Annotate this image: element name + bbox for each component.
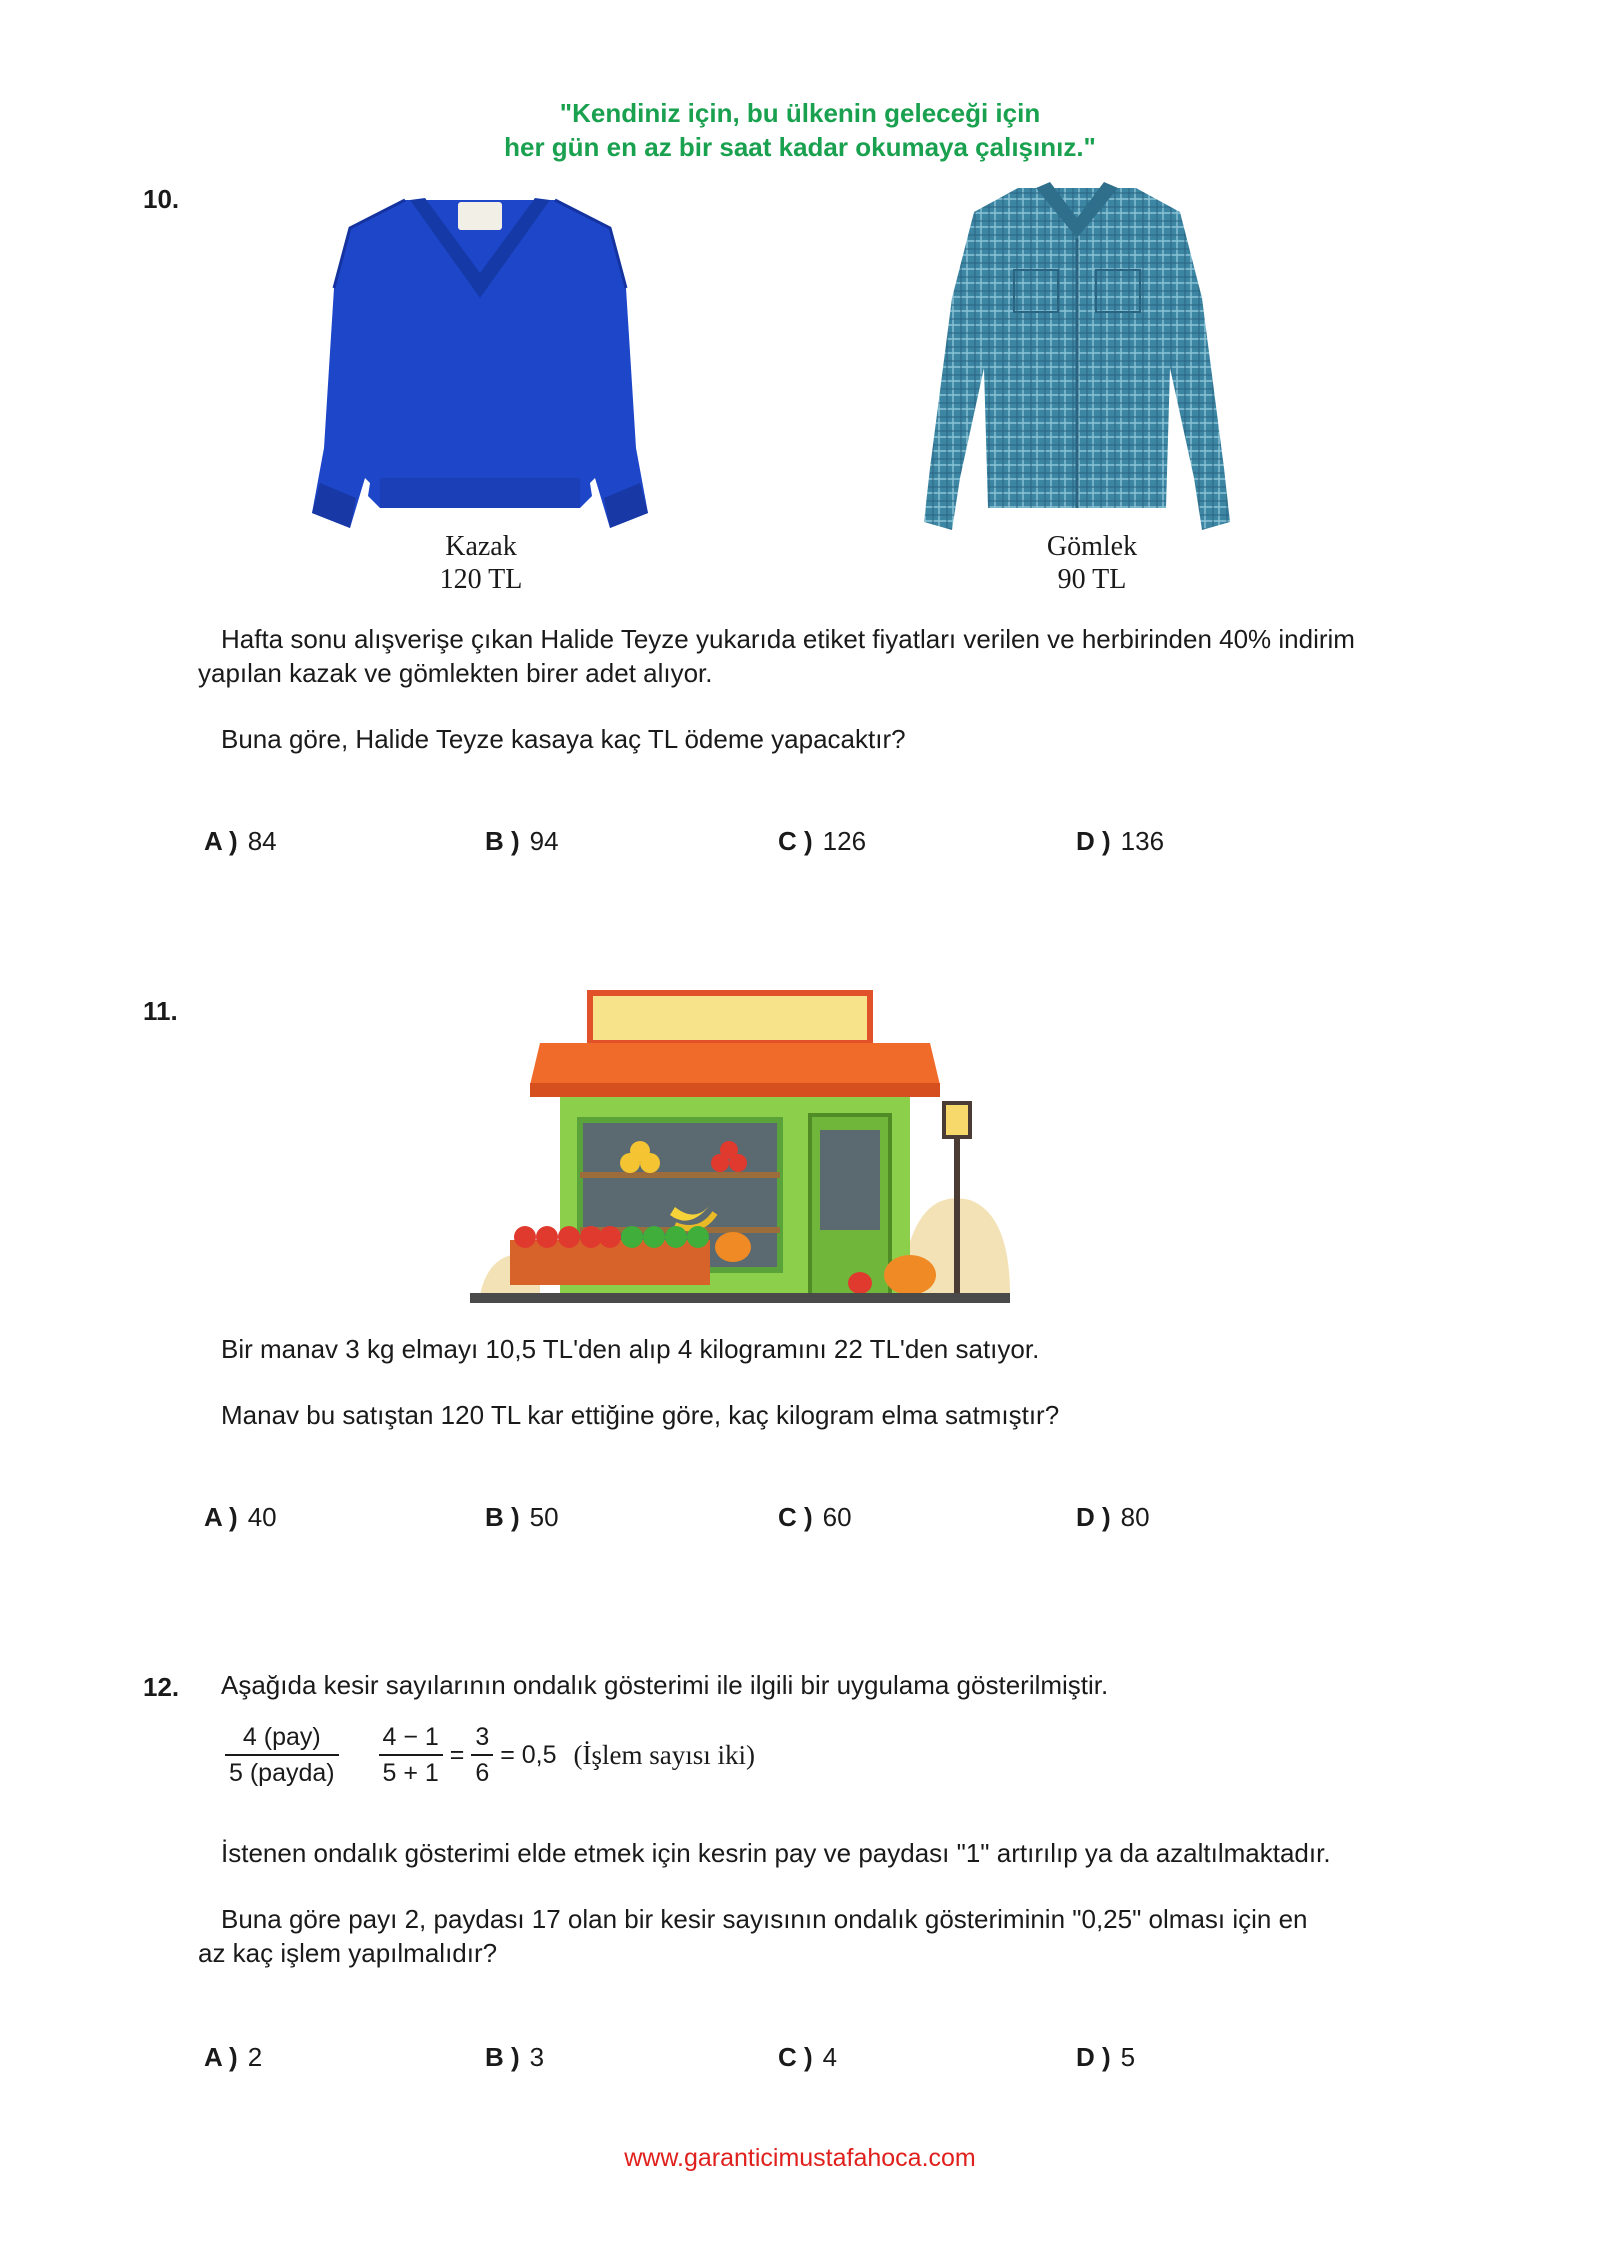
operation-numerator: 4 − 1 [379,1720,443,1756]
question-11-text: Bir manav 3 kg elmayı 10,5 TL'den alıp 4 kilogramını 22 TL'den satıyor. [221,1334,1040,1364]
question-10-option-d[interactable] [1076,826,1164,857]
option-value: 136 [1120,826,1165,856]
option-letter: D ) [1076,826,1111,856]
grocery-store-image [470,985,1010,1310]
question-11-option-c[interactable] [778,1502,852,1533]
option-value: 4 [822,2042,838,2072]
question-12-question-line-1: Buna göre payı 2, paydası 17 olan bir kesir sayısının ondalık gösteriminin "0,25" olması için en [221,1904,1308,1934]
question-12-option-b[interactable] [485,2042,544,2073]
operation-fraction [379,1720,443,1790]
label-denominator: 5 (payda) [229,1759,335,1787]
option-value: 60 [822,1502,852,1532]
question-11-option-b[interactable] [485,1502,559,1533]
option-letter: A ) [204,826,238,856]
question-10-text-line-2: yapılan kazak ve gömlekten birer adet alıyor. [198,658,713,688]
question-11-number: 11. [143,996,178,1026]
option-letter: A ) [204,2042,238,2072]
sweater-image [310,178,650,540]
shirt-image [918,178,1236,530]
question-10-question: Buna göre, Halide Teyze kasaya kaç TL ödeme yapacaktır? [221,724,906,754]
label-fraction [225,1720,339,1790]
question-12-rule: İstenen ondalık gösterimi elde etmek için kesrin pay ve paydası "1" artırılıp ya da azaltılmaktadır. [221,1838,1331,1868]
item-name: Kazak [445,531,517,562]
motto-line-2: her gün en az bir saat kadar okumaya çalışınız." [504,132,1096,162]
question-10-option-a[interactable] [204,826,277,857]
option-letter: B ) [485,1502,520,1532]
option-letter: C ) [778,1502,813,1532]
option-value: 126 [822,826,867,856]
option-value: 84 [247,826,277,856]
question-12-number: 12. [143,1672,180,1702]
option-letter: B ) [485,2042,520,2072]
item-price: 120 TL [439,564,523,595]
label-numerator: 4 (pay) [225,1720,339,1756]
operation-denominator: 5 + 1 [382,1759,439,1787]
decimal-result: = 0,5 [500,1741,557,1769]
question-12-option-d[interactable] [1076,2042,1135,2073]
item-price: 90 TL [1057,564,1127,595]
option-value: 94 [529,826,559,856]
option-value: 80 [1120,1502,1150,1532]
item-caption-sweater [361,530,601,596]
option-letter: B ) [485,826,520,856]
operation-count-note: (İşlem sayısı iki) [573,1740,755,1770]
question-10-text-line-1: Hafta sonu alışverişe çıkan Halide Teyze yukarıda etiket fiyatları verilen ve herbirinden 40% indirim [221,624,1355,654]
footer-website-link[interactable]: www.garanticimustafahoca.com [624,2144,976,2172]
option-value: 40 [247,1502,277,1532]
question-11-question: Manav bu satıştan 120 TL kar ettiğine göre, kaç kilogram elma satmıştır? [221,1400,1060,1430]
option-value: 2 [247,2042,263,2072]
option-letter: A ) [204,1502,238,1532]
option-letter: D ) [1076,1502,1111,1532]
option-value: 50 [529,1502,559,1532]
question-11-option-d[interactable] [1076,1502,1150,1533]
result-fraction [471,1720,493,1790]
question-10-number: 10. [143,184,180,214]
question-12-question-line-2: az kaç işlem yapılmalıdır? [198,1938,498,1968]
equals-sign: = [449,1741,465,1769]
motto-line-1: "Kendiniz için, bu ülkenin geleceği için [559,98,1041,128]
option-value: 3 [529,2042,545,2072]
fraction-example [225,1720,755,1790]
question-10-option-b[interactable] [485,826,559,857]
question-10-option-c[interactable] [778,826,866,857]
result-denominator: 6 [475,1759,490,1787]
option-letter: C ) [778,826,813,856]
question-11-option-a[interactable] [204,1502,277,1533]
option-letter: C ) [778,2042,813,2072]
result-numerator: 3 [471,1720,493,1756]
option-letter: D ) [1076,2042,1111,2072]
item-name: Gömlek [1046,531,1138,562]
question-12-option-a[interactable] [204,2042,262,2073]
option-value: 5 [1120,2042,1136,2072]
item-caption-shirt [972,530,1212,596]
question-12-option-c[interactable] [778,2042,837,2073]
question-12-intro: Aşağıda kesir sayılarının ondalık gösterimi ile ilgili bir uygulama gösterilmiştir. [221,1670,1109,1700]
